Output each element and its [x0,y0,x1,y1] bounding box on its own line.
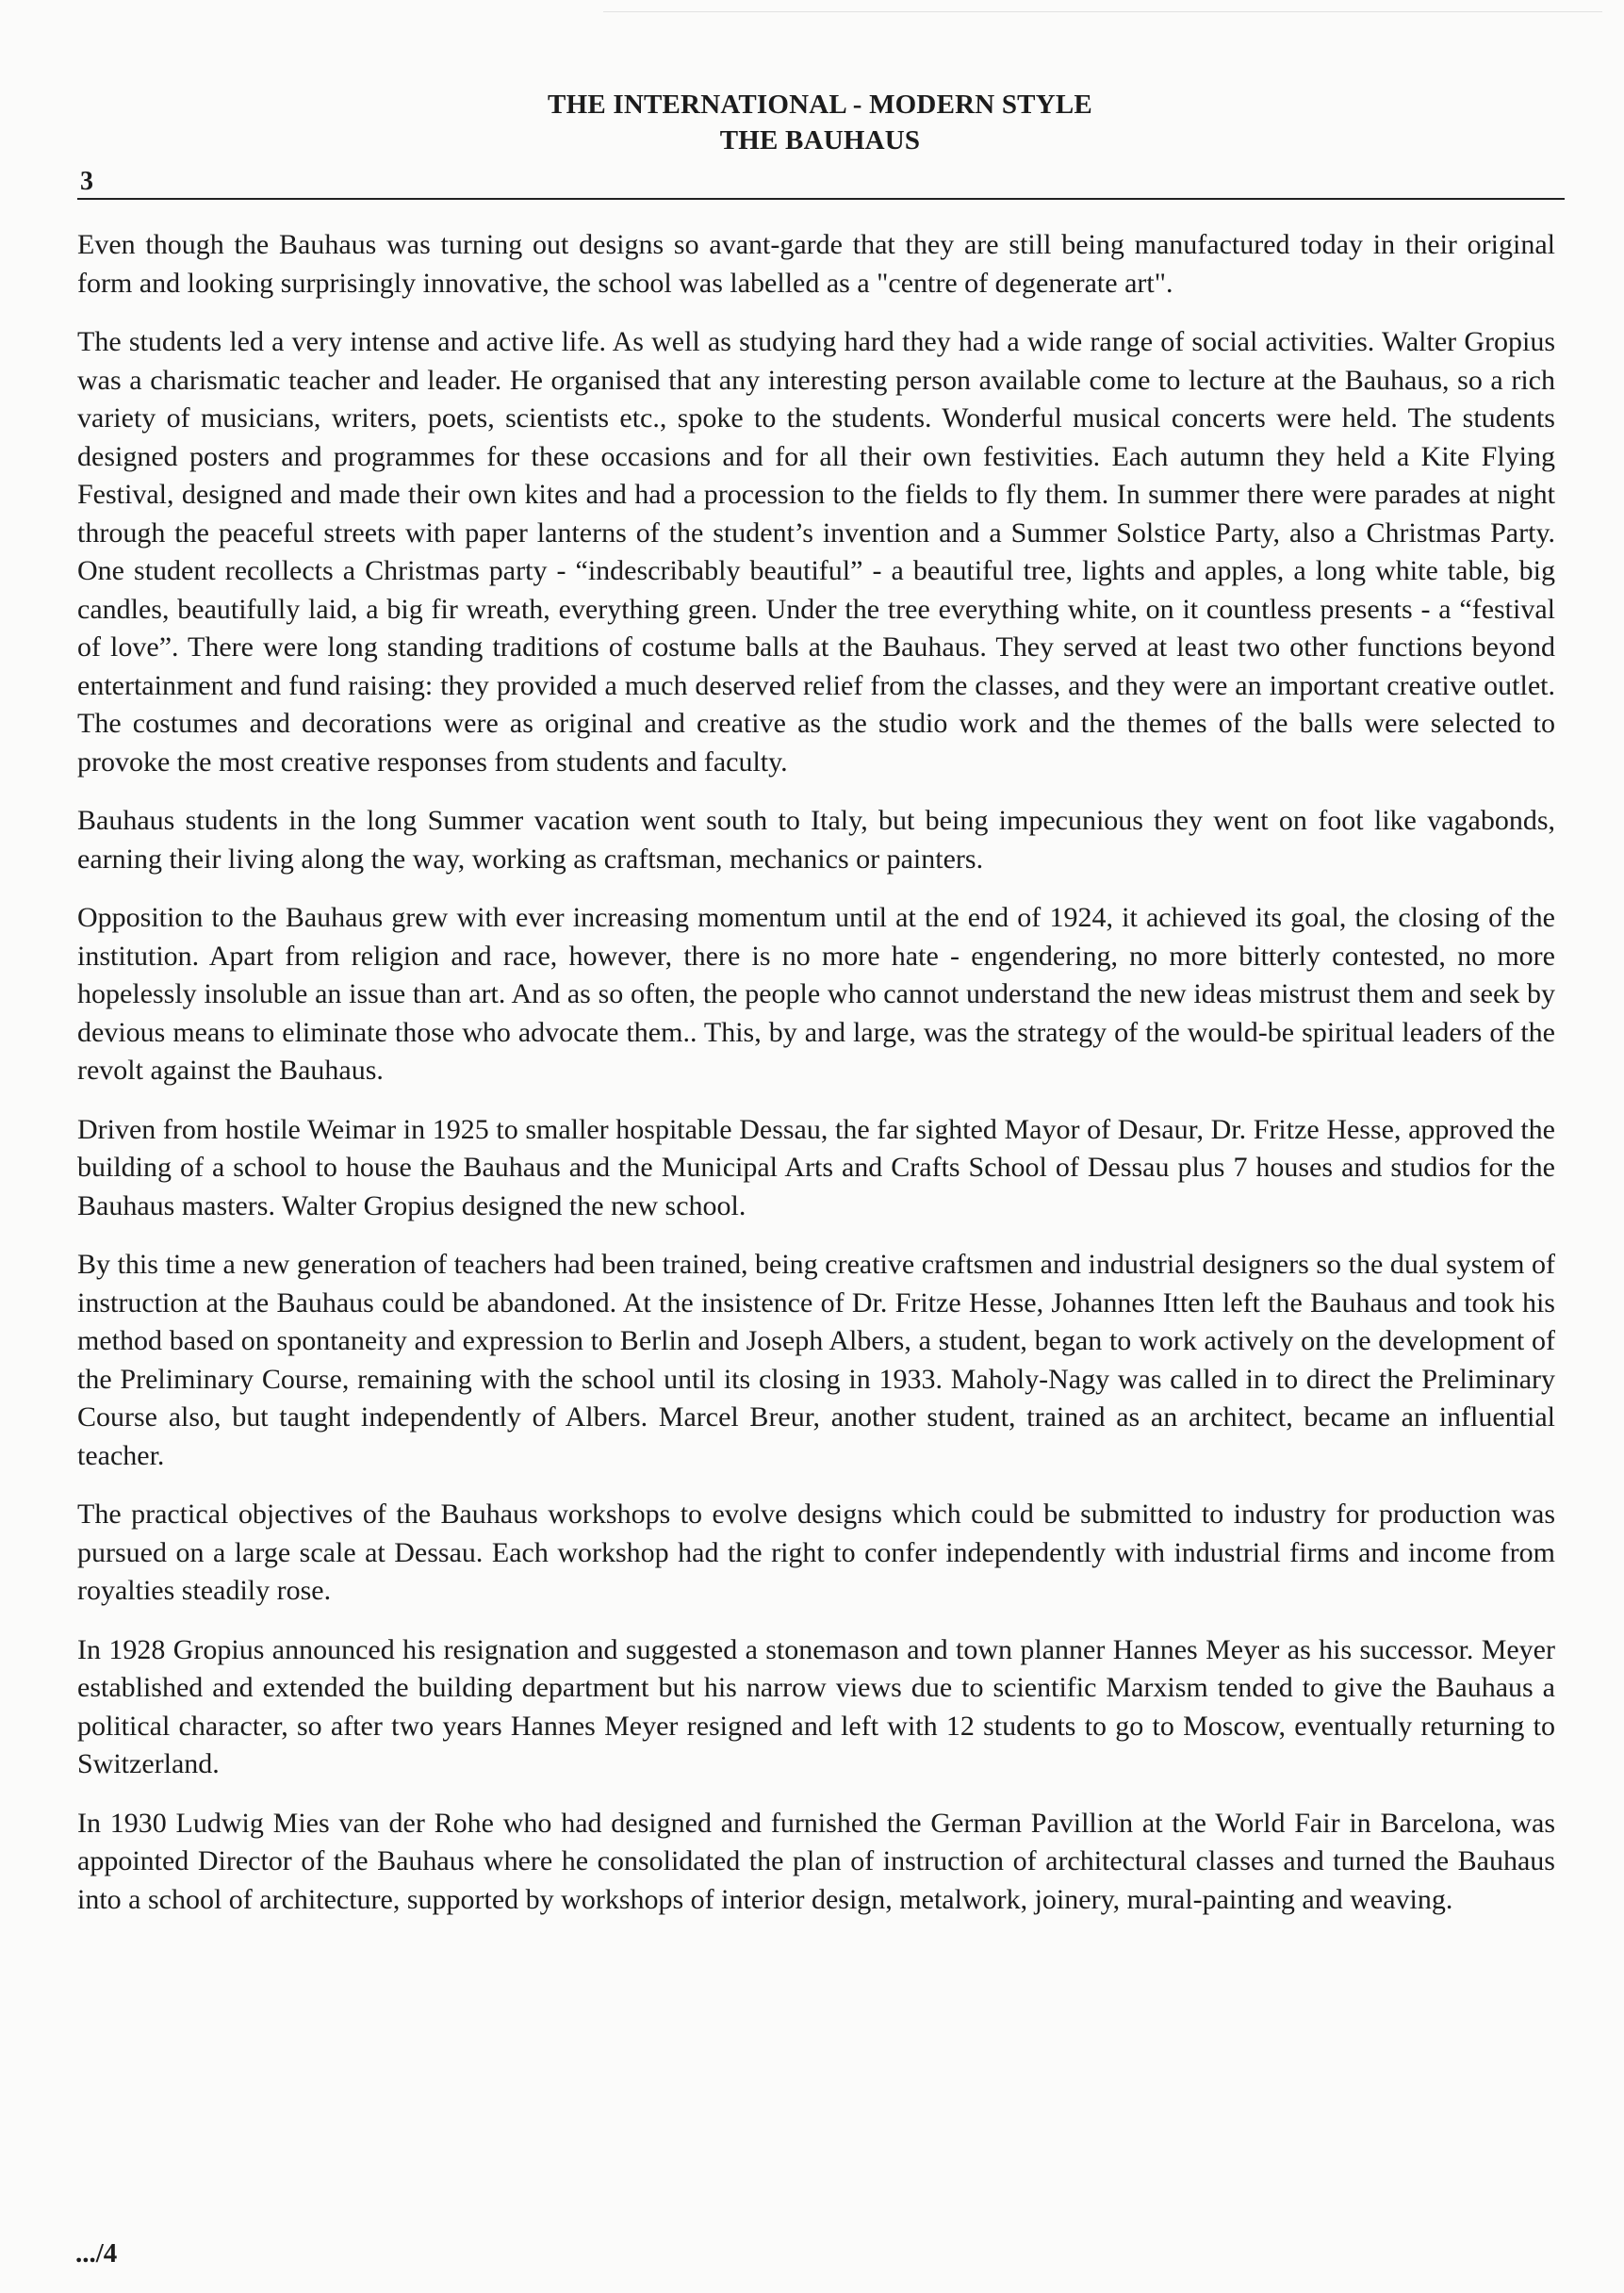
paragraph-3: Bauhaus students in the long Summer vacation went south to Italy, but being impecunious they went on foot like vagabonds, earning their living along the way, working as craftsman, mechanics or painters. [77,805,1555,875]
page-number: 3 [80,167,93,196]
paragraph-2: The students led a very intense and active life. As well as studying hard they had a wide range of social activities. Walter Gropius was a charismatic teacher and leader. He organised that any interesting person available come to lecture at the Bauhaus, so a rich variety of musicians, writers, poets, scientists etc., spoke to the students. Wonderful musical concerts were held. The students designed posters and programmes for these occasions and for all their own festivities. Each autumn they held a Kite Flying Festival, designed and made their own kites and had a procession to the fields to fly them. In summer there were parades at night through the peaceful streets with paper lanterns of the student’s invention and a Summer Solstice Party, also a Christmas Party. One student recollects a Christmas party - “indescribably beautiful” - a beautiful tree, lights and apples, a long white table, big candles, beautifully laid, a big fir wreath, everything green. Under the tree everything white, on it countless presents - a “festival of love”. There were long standing traditions of costume balls at the Bauhaus. They served at least two other functions beyond entertainment and fund raising: they provided a much deserved relief from the classes, and they were an important creative outlet. The costumes and decorations were as original and creative as the studio work and the themes of the balls were selected to provoke the most creative responses from students and faculty. [77,326,1555,778]
header-rule [77,198,1565,200]
page-header [75,87,1565,158]
paragraph-8: In 1928 Gropius announced his resignation and suggested a stonemason and town planner Hannes Meyer as his successor. Meyer established and extended the building department but his narrow views due to scientific Marxism tended to give the Bauhaus a political character, so after two years Hannes Meyer resigned and left with 12 students to go to Moscow, eventually returning to Switzerland. [77,1633,1555,1779]
continued-page-marker: .../4 [75,2238,118,2268]
paragraph-7: The practical objectives of the Bauhaus workshops to evolve designs which could be submitted to industry for production was pursued on a large scale at Dessau. Each workshop had the right to confer independently with industrial firms and income from royalties steadily rose. [77,1499,1555,1606]
paragraph-1: Even though the Bauhaus was turning out designs so avant-garde that they are still being manufactured today in their original form and looking surprisingly innovative, the school was labelled as a "centre of degenerate art". [77,229,1555,299]
body-text [77,226,1555,1940]
header-title-line-2: THE BAUHAUS [719,125,921,156]
paragraph-5: Driven from hostile Weimar in 1925 to smaller hospitable Dessau, the far sighted Mayor of Desaur, Dr. Fritze Hesse, approved the building of a school to house the Bauhaus and the Municipal Arts and Crafts School of Dessau plus 7 houses and studios for the Bauhaus masters. Walter Gropius designed the new school. [77,1113,1555,1221]
paragraph-4: Opposition to the Bauhaus grew with ever increasing momentum until at the end of 1924, it achieved its goal, the closing of the institution. Apart from religion and race, however, there is no more hate - engendering, no more bitterly contested, no more hopelessly insoluble an issue than art. And as so often, the people who cannot understand the new ideas mistrust them and seek by devious means to eliminate those who advocate them.. This, by and large, was the strategy of the would-be spiritual leaders of the revolt against the Bauhaus. [77,902,1555,1086]
paragraph-6: By this time a new generation of teachers had been trained, being creative craftsmen and industrial designers so the dual system of instruction at the Bauhaus could be abandoned. At the insistence of Dr. Fritze Hesse, Johannes Itten left the Bauhaus and took his method based on spontaneity and expression to Berlin and Joseph Albers, a student, began to work actively on the development of the Preliminary Course, remaining with the school until its closing in 1933. Maholy-Nagy was called in to direct the Preliminary Course also, but taught independently of Albers. Marcel Breur, another student, trained as an architect, became an influential teacher. [77,1249,1555,1471]
header-title-line-1: THE INTERNATIONAL - MODERN STYLE [548,90,1092,120]
paragraph-9: In 1930 Ludwig Mies van der Rohe who had designed and furnished the German Pavillion at the World Fair in Barcelona, was appointed Director of the Bauhaus where he consolidated the plan of instruction of architectural classes and turned the Bauhaus into a school of architecture, supported by workshops of interior design, metalwork, joinery, mural-painting and weaving. [77,1807,1555,1915]
scan-edge-line [603,11,1602,12]
